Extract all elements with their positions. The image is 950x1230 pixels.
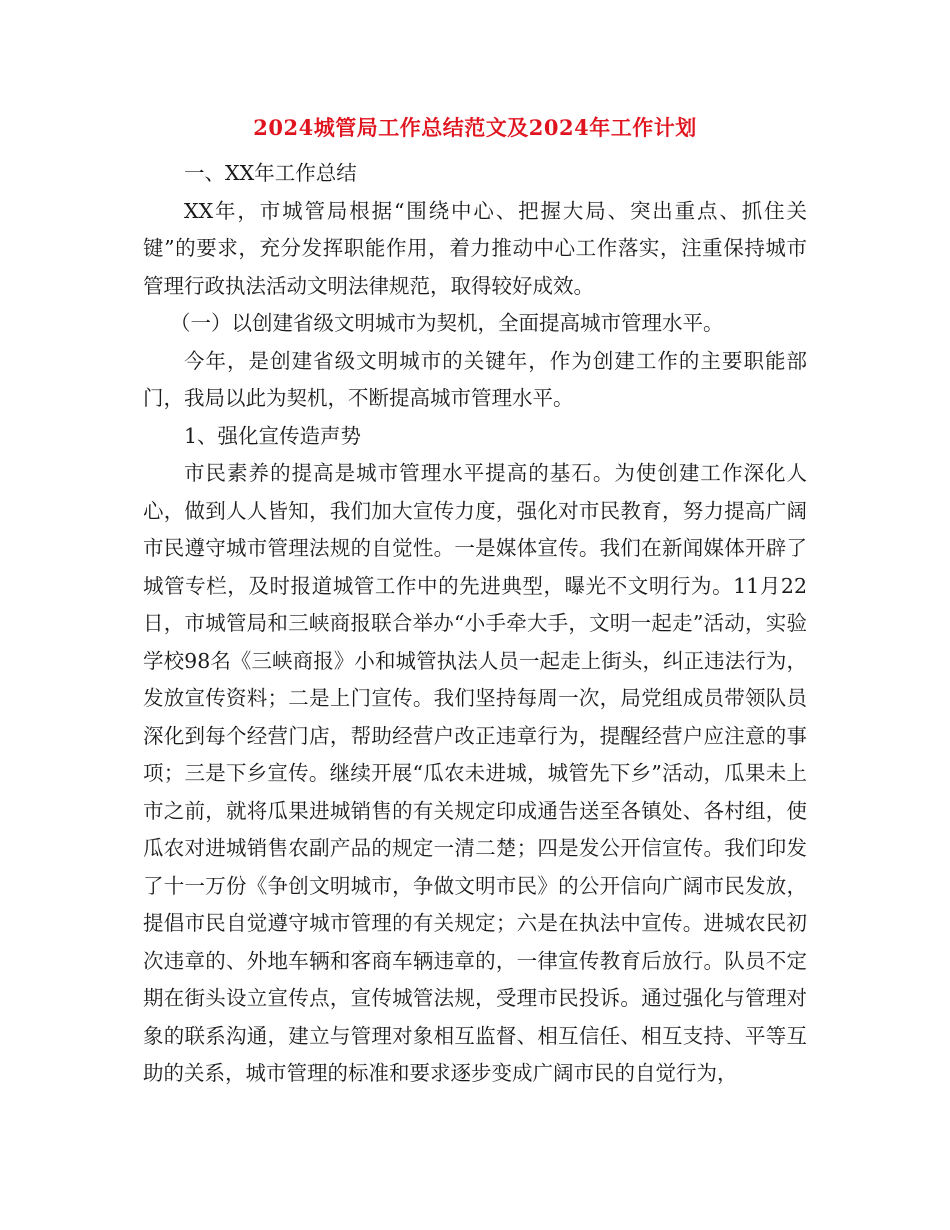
- subsection-heading: （一）以创建省级文明城市为契机，全面提高城市管理水平。: [170, 311, 724, 335]
- paragraph-publicity: 市民素养的提高是城市管理水平提高的基石。为使创建工作深化人心，做到人人皆知，我们加大宣传力度，强化对市民教育，努力提高广阔市民遵守城市管理法规的自觉性。一是媒体宣传。我们在新闻媒体开辟了城管专栏，及时报道城管工作中的先进典型，曝光不文明行为。11月22日，市城管局和三峡商报联合举办“小手牵大手，文明一起走”活动，实验学校98名《三峡商报》小和城管执法人员一起走上街头，纠正违法行为，发放宣传资料；二是上门宣传。我们坚持每周一次，局党组成员带领队员深化到每个经营门店，帮助经营户改正违章行为，提醒经营户应注意的事项；三是下乡宣传。继续开展“瓜农未进城，城管先下乡”活动，瓜果未上市之前，就将瓜果进城销售的有关规定印成通告送至各镇处、各村组，使瓜农对进城销售农副产品的规定一清二楚；四是发公开信宣传。我们印发了十一万份《争创文明城市，争做文明市民》的公开信向广阔市民发放，提倡市民自觉遵守城市管理的有关规定；六是在执法中宣传。进城农民初次违章的、外地车辆和客商车辆违章的，一律宣传教育后放行。队员不定期在街头设立宣传点，宣传城管法规，受理市民投诉。通过强化与管理对象的联系沟通，建立与管理对象相互监督、相互信任、相互支持、平等互助的关系，城市管理的标准和要求逐步变成广阔市民的自觉行为，: [143, 461, 807, 1085]
- section-heading: 一、XX年工作总结: [184, 161, 357, 185]
- paragraph-intro: 今年，是创建省级文明城市的关键年，作为创建工作的主要职能部门，我局以此为契机，不断提高城市管理水平。: [143, 348, 807, 410]
- item-heading: 1、强化宣传造声势: [184, 423, 362, 448]
- document-title: 2024城管局工作总结范文及2024年工作计划: [253, 115, 697, 140]
- document-body: [143, 155, 807, 1093]
- paragraph-summary: XX年，市城管局根据“围绕中心、把握大局、突出重点、抓住关键”的要求，充分发挥职能作用，着力推动中心工作落实，注重保持城市管理行政执法活动文明法律规范，取得较好成效。: [143, 198, 807, 298]
